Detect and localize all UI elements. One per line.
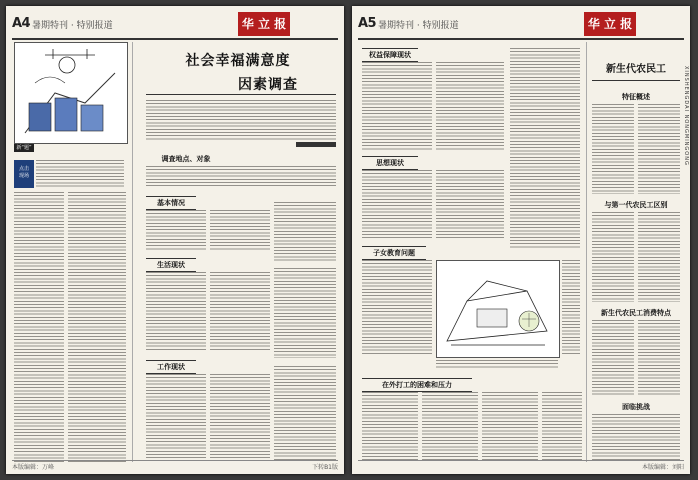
difficulty-col-2 — [422, 392, 478, 460]
lead-paragraph — [146, 100, 336, 140]
right-header — [358, 12, 684, 40]
work-col-3 — [274, 366, 336, 460]
left-header — [12, 12, 338, 40]
right-page — [352, 6, 690, 474]
masthead-logo: 华 立 报 — [584, 12, 636, 36]
section-heading-location: 调查地点、对象 — [146, 154, 226, 164]
difficulty-col-1 — [362, 392, 418, 460]
cartoon-illustration — [14, 42, 128, 144]
middle-column — [510, 48, 580, 248]
basic-col-1 — [146, 210, 206, 250]
section-heading-thought: 思想现状 — [362, 156, 418, 170]
footer-editor: 本版编辑：万峰 — [12, 464, 55, 471]
side-box-label-1: 点击 — [18, 166, 29, 172]
footer-continue: 下转B1版 — [312, 464, 338, 471]
education-text — [362, 260, 432, 356]
page-number: A4 — [12, 16, 31, 31]
left-page — [6, 6, 344, 474]
scene-text — [36, 160, 124, 188]
life-col-3 — [274, 268, 336, 358]
cartoon-drawing-icon — [15, 43, 127, 143]
section-title: 暑期特刊 · 特别报道 — [32, 21, 113, 31]
headline-rule — [146, 94, 336, 95]
headline-rule — [592, 80, 680, 81]
challenge-text — [592, 414, 680, 460]
page-number: A5 — [358, 16, 377, 31]
life-col-2 — [210, 272, 270, 352]
section-heading-difficulty: 在外打工的困难和压力 — [362, 378, 472, 392]
difference-col-2 — [638, 212, 680, 302]
article-column-1 — [14, 192, 64, 462]
house-cartoon-icon — [437, 261, 559, 357]
section-title: 暑期特刊 · 特别报道 — [378, 21, 459, 31]
section-heading-features: 特征概述 — [606, 92, 666, 102]
column-divider — [586, 42, 587, 462]
consumption-col-1 — [592, 320, 634, 396]
article-column-2 — [68, 192, 126, 462]
difficulty-col-3 — [482, 392, 538, 460]
difficulty-col-4 — [542, 392, 582, 460]
headline-line-2: 因素调查 — [238, 77, 298, 93]
section-heading-consumption: 新生代农民工消费特点 — [592, 308, 680, 318]
section-heading-education: 子女教育问题 — [362, 246, 426, 260]
right-footer — [358, 460, 684, 470]
thought-col-1 — [362, 170, 432, 240]
rights-col-2 — [436, 62, 504, 150]
section-heading-basic: 基本情况 — [146, 196, 196, 210]
footer-editor: 本版编辑：刘阳 — [641, 464, 684, 471]
middle-column-lower — [562, 260, 580, 356]
side-vertical-text: XINSHENGDAI NONGMINGONG — [683, 66, 689, 166]
life-col-1 — [146, 272, 206, 352]
cartoon-caption — [436, 360, 558, 368]
difference-col-1 — [592, 212, 634, 302]
section-heading-life: 生活现状 — [146, 258, 196, 272]
masthead-logo: 华 立 报 — [238, 12, 290, 36]
click-scene-box — [14, 160, 34, 188]
features-col-1 — [592, 104, 634, 194]
thought-col-2 — [436, 170, 504, 240]
location-text — [146, 166, 336, 188]
section-heading-work: 工作现状 — [146, 360, 196, 374]
headline — [140, 50, 336, 94]
column-divider — [132, 42, 133, 462]
cartoon-illustration — [436, 260, 560, 358]
work-col-2 — [210, 374, 270, 460]
cartoon-caption: 新“题” — [14, 144, 34, 152]
features-col-2 — [638, 104, 680, 194]
byline-bar — [296, 142, 336, 147]
basic-col-2 — [210, 210, 270, 250]
consumption-col-2 — [638, 320, 680, 396]
edition-info — [294, 16, 296, 23]
side-box-label-2: 现场 — [18, 173, 29, 179]
rights-col-1 — [362, 62, 432, 150]
left-footer — [12, 460, 338, 470]
section-heading-challenge: 面临挑战 — [606, 402, 666, 412]
basic-col-3 — [274, 202, 336, 262]
section-heading-rights: 权益保障现状 — [362, 48, 418, 62]
work-col-1 — [146, 374, 206, 460]
headline: 新生代农民工 — [606, 64, 666, 75]
headline-line-1: 社会幸福满意度 — [185, 53, 291, 69]
section-heading-difference: 与第一代农民工区别 — [592, 200, 680, 210]
